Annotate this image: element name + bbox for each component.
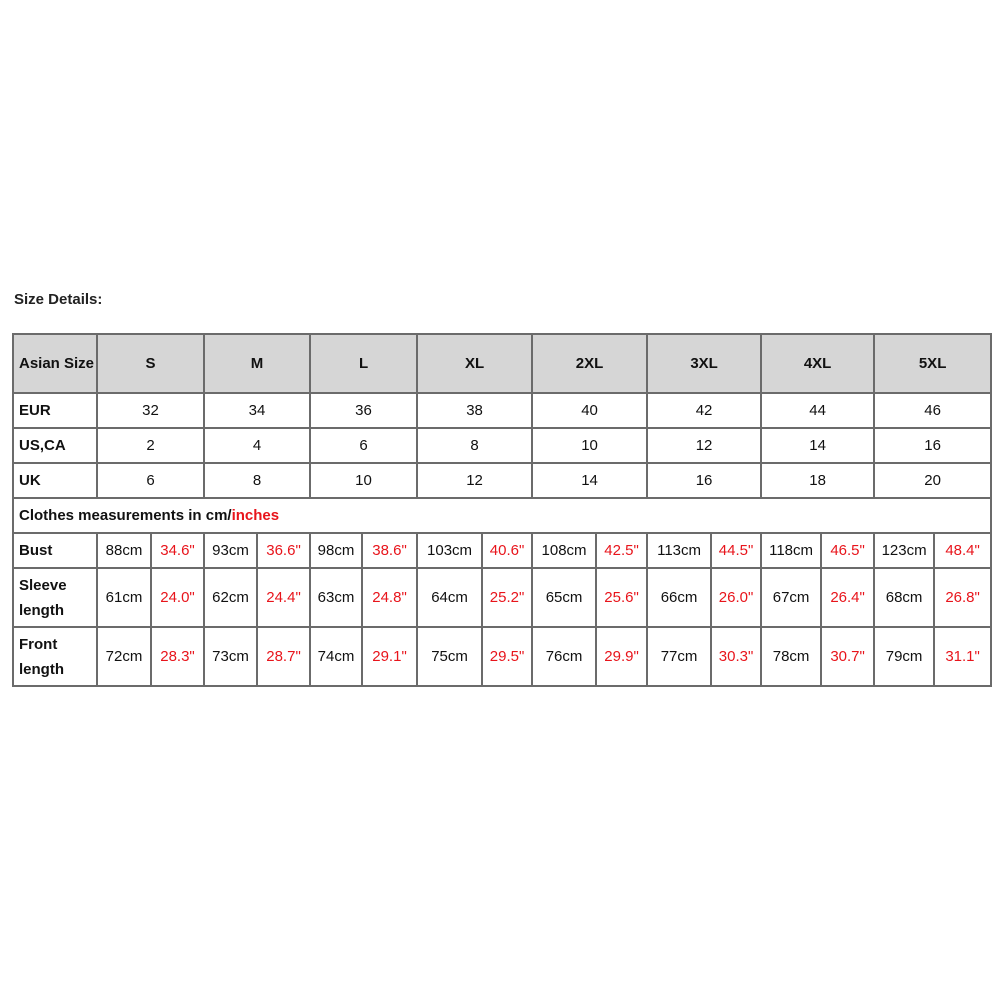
- cm-cell: 75cm: [417, 627, 482, 686]
- inch-cell: 24.0": [151, 568, 204, 627]
- cm-cell: 63cm: [310, 568, 362, 627]
- inch-cell: 30.3": [711, 627, 761, 686]
- inch-cell: 30.7": [821, 627, 874, 686]
- table-cell: 4: [204, 428, 310, 463]
- table-cell: 10: [532, 428, 647, 463]
- table-cell: 6: [97, 463, 204, 498]
- inch-cell: 25.2": [482, 568, 532, 627]
- table-cell: 12: [647, 428, 761, 463]
- table-row: [13, 393, 991, 428]
- cm-cell: 72cm: [97, 627, 151, 686]
- measurements-heading-text: Clothes measurements in cm/: [19, 507, 232, 524]
- measurements-heading-inches: inches: [231, 507, 280, 524]
- measurements-heading: [13, 498, 991, 533]
- table-cell: 44: [761, 393, 874, 428]
- inch-cell: 24.8": [362, 568, 417, 627]
- inch-cell: 29.1": [362, 627, 417, 686]
- row-label: Front length: [13, 627, 97, 686]
- header-row: [13, 334, 991, 393]
- inch-cell: 28.3": [151, 627, 204, 686]
- table-row: [13, 463, 991, 498]
- cm-cell: 123cm: [874, 533, 934, 568]
- cm-cell: 65cm: [532, 568, 596, 627]
- cm-cell: 61cm: [97, 568, 151, 627]
- table-cell: 34: [204, 393, 310, 428]
- cm-cell: 79cm: [874, 627, 934, 686]
- table-cell: 38: [417, 393, 532, 428]
- inch-cell: 48.4": [934, 533, 991, 568]
- page-title: Size Details:: [14, 291, 103, 308]
- cm-cell: 88cm: [97, 533, 151, 568]
- inch-cell: 26.8": [934, 568, 991, 627]
- header-label-cell: Asian Size: [13, 334, 97, 393]
- inch-cell: 36.6": [257, 533, 310, 568]
- inch-cell: 40.6": [482, 533, 532, 568]
- table-cell: 14: [761, 428, 874, 463]
- size-header-s: S: [97, 334, 204, 393]
- row-label: UK: [13, 463, 97, 498]
- cm-cell: 73cm: [204, 627, 257, 686]
- cm-cell: 118cm: [761, 533, 821, 568]
- measurements-heading-row: [13, 498, 991, 533]
- inch-cell: 34.6": [151, 533, 204, 568]
- row-label: EUR: [13, 393, 97, 428]
- size-header-5xl: 5XL: [874, 334, 991, 393]
- table-row: [13, 568, 991, 627]
- table-cell: 16: [874, 428, 991, 463]
- table-cell: 8: [204, 463, 310, 498]
- size-header-m: M: [204, 334, 310, 393]
- size-header-l: L: [310, 334, 417, 393]
- row-label: Bust: [13, 533, 97, 568]
- inch-cell: 46.5": [821, 533, 874, 568]
- cm-cell: 64cm: [417, 568, 482, 627]
- inch-cell: 42.5": [596, 533, 647, 568]
- table-cell: 40: [532, 393, 647, 428]
- inch-cell: 26.4": [821, 568, 874, 627]
- size-header-xl: XL: [417, 334, 532, 393]
- cm-cell: 74cm: [310, 627, 362, 686]
- table-cell: 20: [874, 463, 991, 498]
- size-header-3xl: 3XL: [647, 334, 761, 393]
- table-cell: 12: [417, 463, 532, 498]
- cm-cell: 113cm: [647, 533, 711, 568]
- table-cell: 36: [310, 393, 417, 428]
- inch-cell: 38.6": [362, 533, 417, 568]
- size-header-2xl: 2XL: [532, 334, 647, 393]
- table-cell: 16: [647, 463, 761, 498]
- cm-cell: 66cm: [647, 568, 711, 627]
- cm-cell: 93cm: [204, 533, 257, 568]
- row-label: Sleeve length: [13, 568, 97, 627]
- cm-cell: 77cm: [647, 627, 711, 686]
- table-cell: 32: [97, 393, 204, 428]
- table-row: [13, 428, 991, 463]
- table-cell: 42: [647, 393, 761, 428]
- inch-cell: 44.5": [711, 533, 761, 568]
- inch-cell: 29.9": [596, 627, 647, 686]
- size-header-4xl: 4XL: [761, 334, 874, 393]
- table-cell: 2: [97, 428, 204, 463]
- size-chart-table: [12, 333, 992, 687]
- cm-cell: 62cm: [204, 568, 257, 627]
- table-cell: 8: [417, 428, 532, 463]
- inch-cell: 26.0": [711, 568, 761, 627]
- table-row: [13, 533, 991, 568]
- table-cell: 10: [310, 463, 417, 498]
- inch-cell: 25.6": [596, 568, 647, 627]
- inch-cell: 28.7": [257, 627, 310, 686]
- cm-cell: 68cm: [874, 568, 934, 627]
- cm-cell: 98cm: [310, 533, 362, 568]
- cm-cell: 67cm: [761, 568, 821, 627]
- row-label: US,CA: [13, 428, 97, 463]
- table-cell: 18: [761, 463, 874, 498]
- table-cell: 46: [874, 393, 991, 428]
- table-cell: 6: [310, 428, 417, 463]
- table-row: [13, 627, 991, 686]
- inch-cell: 29.5": [482, 627, 532, 686]
- cm-cell: 76cm: [532, 627, 596, 686]
- table-cell: 14: [532, 463, 647, 498]
- inch-cell: 24.4": [257, 568, 310, 627]
- cm-cell: 78cm: [761, 627, 821, 686]
- cm-cell: 103cm: [417, 533, 482, 568]
- inch-cell: 31.1": [934, 627, 991, 686]
- cm-cell: 108cm: [532, 533, 596, 568]
